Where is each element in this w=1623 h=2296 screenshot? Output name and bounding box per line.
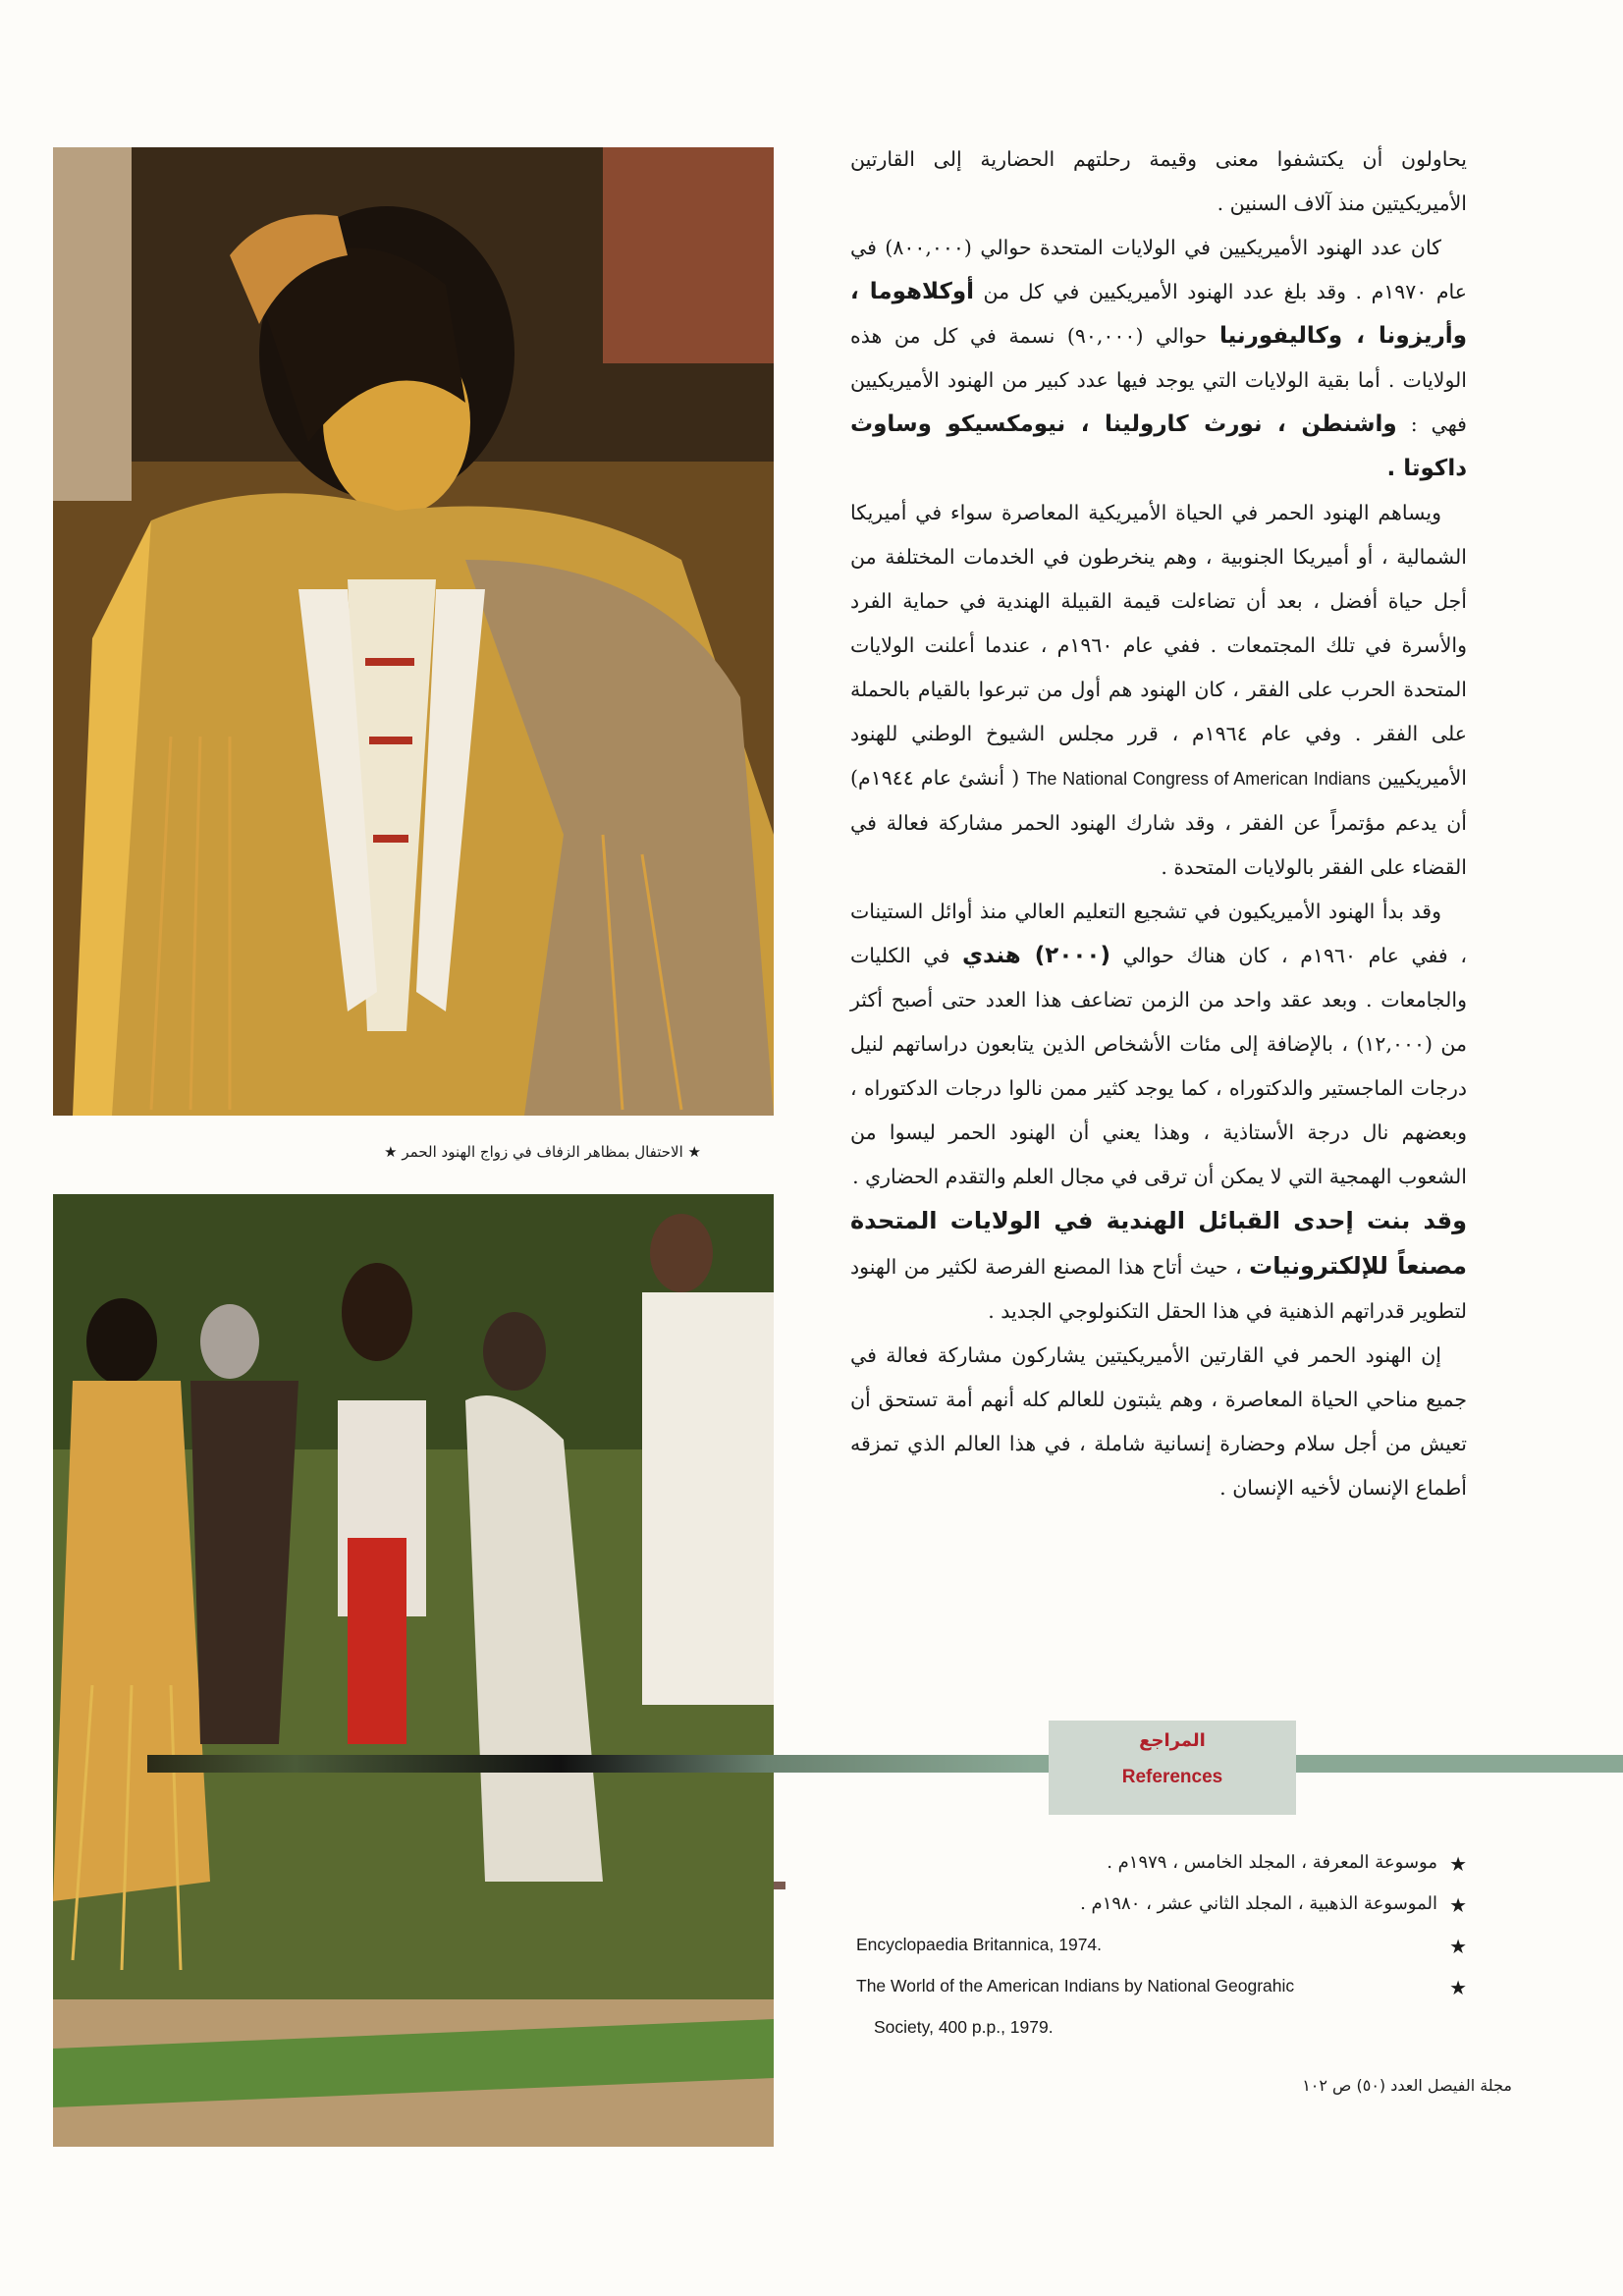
p2-text-b: حوالي (٩٠,٠٠٠) نسمة في كل من هذه الولايات . أما بقية الولايات التي يوجد فيها عدد كبير من الهنود الأميريكيين فهي : [850,324,1467,436]
p5-bold-heading: وقد بنت إحدى القبائل الهندية في الولايات المتحدة مصنعاً للإلكترونيات [850,1207,1467,1280]
star-icon: ★ [1449,1935,1467,1958]
reference-item [850,1976,1467,2017]
paragraph-4 [850,890,1467,1199]
paragraph-5 [850,1199,1467,1334]
paragraph-2 [850,226,1467,491]
references-heading-arabic: المراجع [1139,1730,1206,1751]
references-heading-box [1049,1721,1296,1815]
photo-girl-fringed-dress [53,147,774,1116]
p3-english-name: The National Congress of American Indians [1026,769,1371,789]
photo-procession [53,1194,774,2147]
star-icon: ★ [1449,1852,1467,1876]
p5-text-b: ، حيث أتاح هذا المصنع الفرصة لكثير من الهنود لتطوير قدراتهم الذهنية في هذا الحقل التكنولوجي الجديد . [850,1255,1467,1323]
photo-caption: ★ الاحتفال بمظاهر الزفاف في زواج الهنود الحمر ★ [384,1143,701,1161]
references-heading-english: References [1121,1767,1223,1787]
reference-text: موسوعة المعرفة ، المجلد الخامس ، ١٩٧٩م . [1107,1852,1437,1873]
p2-bold-states: أوكلاهوما ، وأريزونا ، وكاليفورنيا [850,279,1467,349]
star-icon: ★ [1449,1893,1467,1917]
reference-text: الموسوعة الذهبية ، المجلد الثاني عشر ، ١٩٨٠م . [1080,1893,1437,1914]
print-speck [774,1882,785,1889]
p4-bold-count: (٢٠٠٠) هندي [961,943,1110,968]
references-list [850,1852,1467,2017]
reference-item [850,1893,1467,1935]
p2-text-a: كان عدد الهنود الأميريكيين في الولايات المتحدة حوالي (٨٠٠,٠٠٠) في عام ١٩٧٠م . وقد بلغ عدد الهنود الأميريكيين في كل من [850,236,1467,303]
reference-text: The World of the American Indians by National Geograhic [856,1976,1295,1995]
reference-text: Encyclopaedia Britannica, 1974. [856,1935,1103,1954]
reference-item [850,1935,1467,1976]
p4-text-a: وقد بدأ الهنود الأميريكيون في تشجيع التعليم العالي منذ أوائل الستينات ، ففي عام ١٩٦٠م ، كان هناك حوالي [850,900,1467,967]
references-divider-bar [147,1755,1623,1773]
reference-text-continuation: Society, 400 p.p., 1979. [874,2017,1054,2037]
paragraph-6: إن الهنود الحمر في القارتين الأميريكيتين يشاركون مشاركة فعالة في جميع مناحي الحياة المعاصرة ، وهم يثبتون للعالم كله أنهم أمة تستحق أن تعيش من أجل سلام وحضارة إنسانية شاملة ، في هذا العالم الذي تمزقه أطماع الإنسان لأخيه الإنسان . [850,1343,1467,1500]
p3-text-b: ( أنشئ عام ١٩٤٤م) أن يدعم مؤتمراً عن الفقر ، وقد شارك الهنود الحمر مشاركة فعالة في القضاء على الفقر بالولايات المتحدة . [850,766,1467,879]
p2-bold-states-2: واشنطن ، نورث كارولينا ، نيومكسيكو وساوث داكوتا . [850,411,1467,481]
star-icon: ★ [1449,1976,1467,1999]
paragraph-1: يحاولون أن يكتشفوا معنى وقيمة رحلتهم الحضارية إلى القارتين الأميريكيتين منذ آلاف السنين . [850,147,1467,215]
paragraph-3 [850,491,1467,890]
reference-item [850,1852,1467,1893]
article-body [850,137,1467,1510]
p3-text-a: ويساهم الهنود الحمر في الحياة الأميريكية المعاصرة سواء في أميريكا الشمالية ، أو أميريكا الجنوبية ، وهم ينخرطون في الخدمات المختلفة من أجل حياة أفضل ، بعد أن تضاءلت قيمة القبيلة الهندية في حماية الفرد والأسرة في تلك المجتمعات . ففي عام ١٩٦٠م ، عندما أعلنت الولايات المتحدة الحرب على الفقر ، كان الهنود هم أول من تبرعوا بالقيام بالحملة على الفقر . وفي عام ١٩٦٤م ، قرر مجلس الشيوخ الوطني للهنود الأميريكيين [850,501,1467,790]
page-footer: مجلة الفيصل العدد (٥٠) ص ١٠٢ [1302,2076,1512,2095]
p4-text-b: في الكليات والجامعات . وبعد عقد واحد من الزمن تضاعف هذا العدد حتى أصبح أكثر من (١٢,٠٠٠) ، بالإضافة إلى مئات الأشخاص الذين يتابعون دراساتهم لنيل درجات الماجستير والدكتوراه ، كما يوجد كثير ممن نالوا درجات الدكتوراه ، وبعضهم نال درجة الأستاذية ، وهذا يعني أن الهنود الحمر ليسوا من الشعوب الهمجية التي لا يمكن أن ترقى في مجال العلم والتقدم الحضاري . [850,944,1467,1188]
